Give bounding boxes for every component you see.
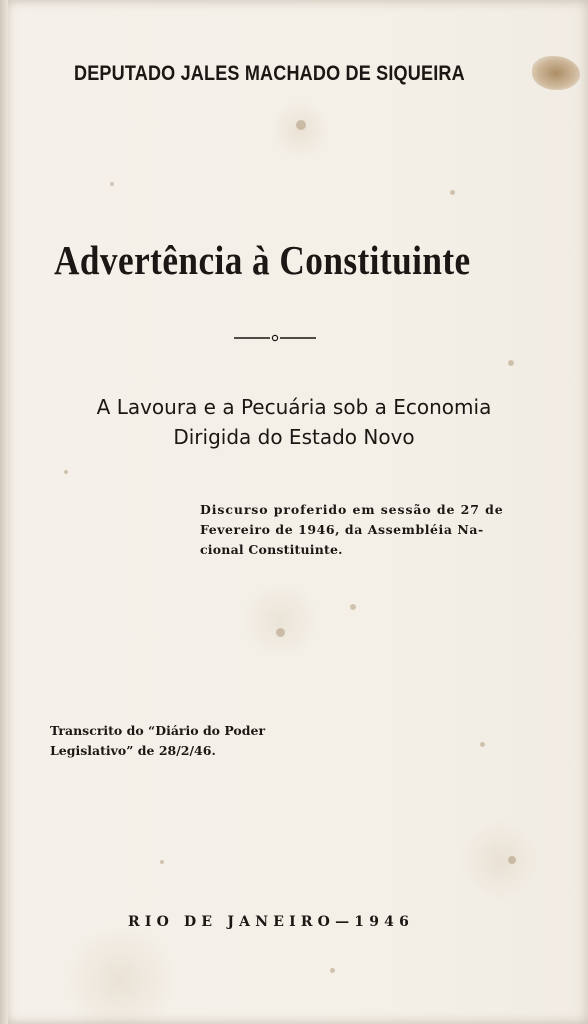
speech-note-line: Fevereiro de 1946, da Assembléia Na- xyxy=(200,522,484,537)
place-and-year: RIO DE JANEIRO—1946 xyxy=(128,914,415,930)
paper-speck xyxy=(110,182,114,186)
speech-note xyxy=(200,500,504,560)
paper-speck xyxy=(450,190,455,195)
speech-note-line: cional Constituinte. xyxy=(200,542,343,557)
page-binding-edge xyxy=(0,0,8,1024)
transcript-note xyxy=(50,721,310,761)
paper-speck xyxy=(64,470,68,474)
paper-speck xyxy=(160,860,164,864)
paper-stain xyxy=(532,56,580,90)
transcript-note-line: Transcrito do “Diário do Poder xyxy=(50,723,266,738)
paper-speck xyxy=(330,968,335,973)
subtitle-line: A Lavoura e a Pecuária sob a Economia xyxy=(96,395,492,419)
speech-note-line: Discurso proferido em sessão de 27 de xyxy=(200,502,504,517)
transcript-note-line: Legislativo” de 28/2/46. xyxy=(50,743,216,758)
author-line: DEPUTADO JALES MACHADO DE SIQUEIRA xyxy=(74,62,465,85)
paper-speck xyxy=(508,360,514,366)
paper-speck xyxy=(480,742,485,747)
book-subtitle xyxy=(40,392,548,452)
paper-speck xyxy=(508,856,516,864)
paper-speck xyxy=(350,604,356,610)
book-title: Advertência à Constituinte xyxy=(54,237,471,283)
subtitle-line: Dirigida do Estado Novo xyxy=(173,425,415,449)
paper-speck xyxy=(276,628,285,637)
ornamental-divider xyxy=(234,334,316,342)
paper-speck xyxy=(296,120,306,130)
